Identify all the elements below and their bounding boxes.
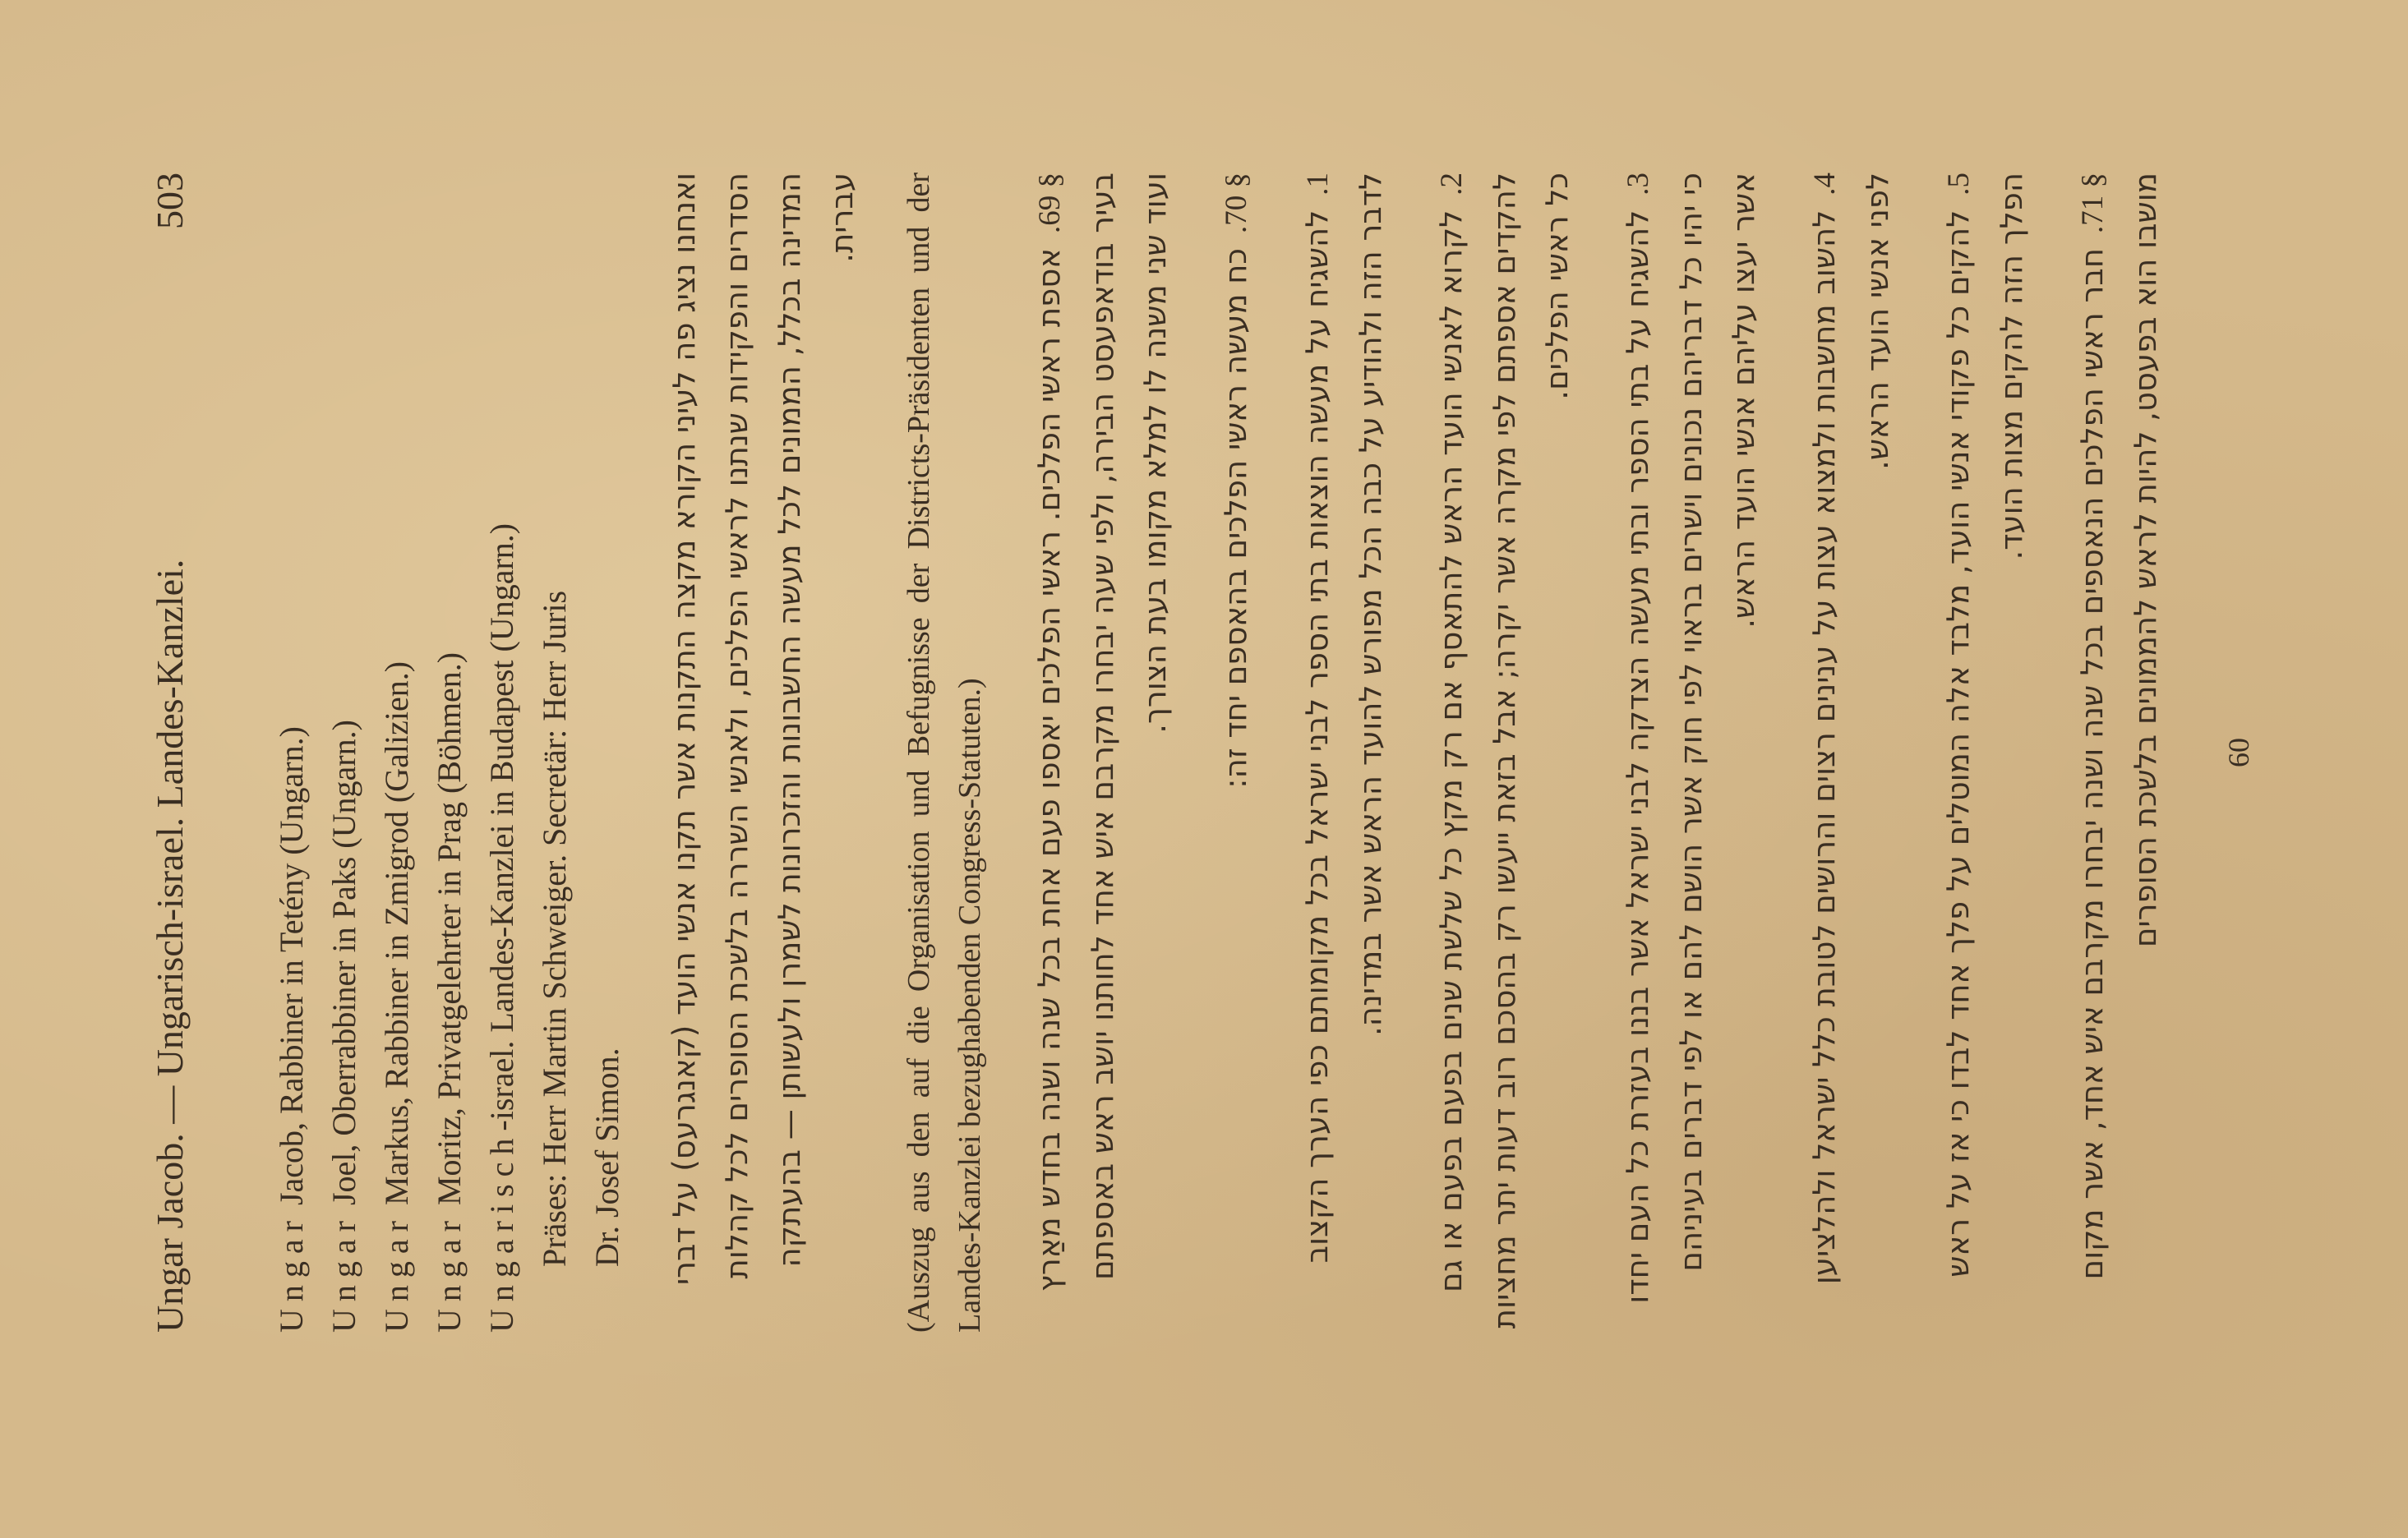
kanzlei-officers-cont: Dr. Josef Simon. xyxy=(588,1048,625,1267)
entry-surname: Ungar xyxy=(273,1213,310,1333)
kanzlei-officers: Präses: Herr Martin Schweiger. Secretär: Herr Juris xyxy=(536,590,573,1267)
statute-section xyxy=(1023,173,1182,1333)
section-text: אספת ראשי הפלכים. ראשי הפלכים יאספו פעם אחת בכל שנה ושנה בחדש מאַרץ בעיר בודאפעסט הבירה, ולפי שעה יבחרו מקרבם איש אחד לחותנו יושב ראש באספתם ועוד שני משנה לו למלא מקומו בעת הצורך. xyxy=(1031,173,1173,1292)
entry-line xyxy=(265,173,318,1333)
statute-section xyxy=(2066,173,2172,1333)
statute-section xyxy=(1425,173,1584,1333)
entry-text: Moritz, Privatgelehrter in Prag (Böhmen.) xyxy=(431,652,468,1214)
entry-list xyxy=(265,173,634,1333)
section-number: 5. xyxy=(1942,173,1976,196)
section-text: להשגיח על בתי הספר ובתי מעשה הצדקה לבני ישראל אשר בננו בעזרת כל העם יחדו כי יהיו כל דבריהם נכונים וישרים בראוי לפי חוק אשר הושם להם או לפי דברים בעיניהם אשר יעצו עליהם אנשי הועד הראש. xyxy=(1620,173,1761,1304)
entry-surname: Ungar xyxy=(431,1213,468,1333)
section-number: § 71. xyxy=(2076,173,2110,233)
entry-surname: Ungar xyxy=(325,1213,362,1333)
entry-text: Joel, Oberrabbiner in Paks (Ungarn.) xyxy=(325,720,362,1214)
folio-signature: 60 xyxy=(2222,738,2255,767)
section-number: § 69. xyxy=(1033,173,1067,233)
hebrew-intro: ואנחנו נציג פה לעיני הקורא מקצה התקנות אשר תקנו אנשי הועד (קאנגרעס) על דברי הסדרים והפקידות שנתנו לראשי הפלכים, ולאנשי השררה בלשכת הסופרים לכל קהלות המדינה בכלל, הממונים לכל מעשה החשבונות והזכרונות לשמרן ולעשותן — בהעתקה עברית. xyxy=(667,173,860,1286)
entry-text: Markus, Rabbiner in Zmigrod (Galizien.) xyxy=(378,661,415,1214)
entry-line xyxy=(423,173,476,1333)
statute-sections xyxy=(1023,173,2172,1333)
statute-section xyxy=(1291,173,1397,1333)
statute-section xyxy=(1210,173,1263,1333)
entry-text: Jacob, Rabbiner in Tetény (Ungarn.) xyxy=(273,726,310,1214)
entry-text: -israel. Landes-Kanzlei in Budapest (Ungarn.) xyxy=(483,523,520,1131)
section-text: להשוב מחשבות ולמצוא עצות על ענינים רצוים והרושים לטובת כלל ישראל ולהלציען לפני אנשי הועד הראש. xyxy=(1806,173,1895,1285)
section-number: 1. xyxy=(1301,173,1335,196)
page-number: 503 xyxy=(149,173,191,229)
entry-line xyxy=(476,173,528,1333)
section-number: 3. xyxy=(1621,173,1655,196)
statute-section xyxy=(1798,173,1904,1333)
section-text: להקים כל פקודי אנשי הועד, מלבד אלה המוטלים על פלך אחד לבדו כי אז על ראש הפלך הזה להקים מצות הועד. xyxy=(1940,173,2029,1278)
statute-section xyxy=(1932,173,2038,1333)
section-number: § 70. xyxy=(1220,173,1253,233)
entry-surname: Ungarisch xyxy=(483,1130,520,1333)
statute-section xyxy=(1612,173,1770,1333)
entry-surname: Ungar xyxy=(378,1213,415,1333)
entry-line xyxy=(371,173,423,1333)
section-text: לקרוא לאנשי הועד הראש להתאסף אם רק מקץ כל שלשת שנים בפעם בפעם או גם להקדים אספתם לפי מקרה אשר יקרה; אבל בזאת ייעשו רק בהסכם רוב דעות יתר מחציות כל ראשי הפלכים. xyxy=(1433,173,1575,1329)
running-title: Ungar Jacob. — Ungarisch-israel. Landes-Kanzlei. xyxy=(149,559,191,1333)
running-header xyxy=(148,173,191,1333)
section-number: 2. xyxy=(1435,173,1469,196)
section-number: 4. xyxy=(1808,173,1842,196)
german-note: (Auszug aus den auf die Organisation und Befugnisse der Districts-Präsidenten und der Landes-Kanzlei bezughabenden Congress-Statuten.) xyxy=(902,173,987,1333)
entry-line xyxy=(318,173,371,1333)
section-text: כח מעשה ראשי הפלכים בהאספם יחד זה: xyxy=(1218,248,1253,789)
section-text: להשגיח על מעשה הוצאות בתי הספר לבני ישראל בכל מקומותם כפי הערך הקצוב לדבר הזה ולהודיע על כבה הכל מפורש להועד הראש אשר במדינה. xyxy=(1299,173,1388,1264)
section-text: חבר ראשי הפלכים הנאספים בכל שנה ושנה יבחרו מקרבם איש אחד, אשר מקום מושבו הוא בפעסט, להיות לראש להממונים בלשכת הסופרים xyxy=(2074,173,2163,1280)
